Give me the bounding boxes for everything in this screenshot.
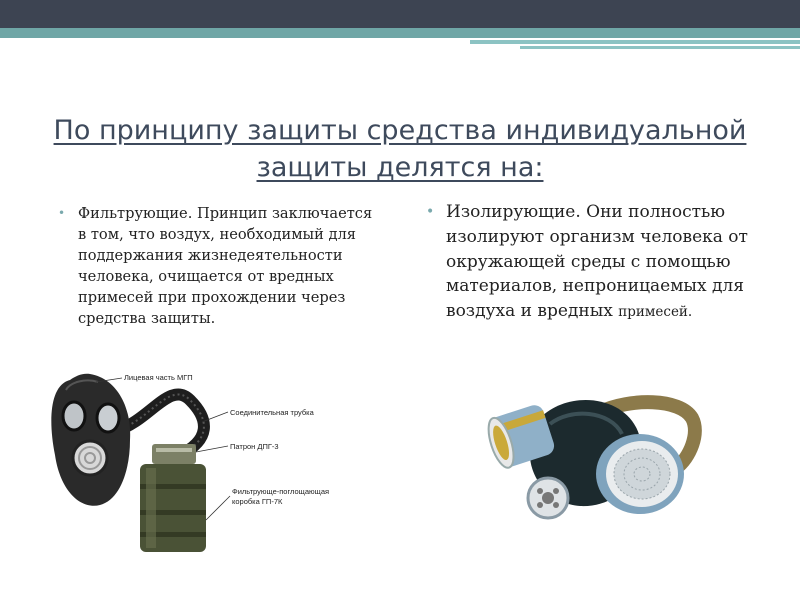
filter-box-highlight: [146, 468, 156, 548]
label-cartridge: Патрон ДПГ-3: [230, 442, 279, 451]
eyepiece-right-icon: [97, 404, 119, 432]
bullet-icon: •: [58, 206, 66, 220]
decor-stripe: [520, 46, 800, 49]
eyepiece-left-icon: [63, 402, 85, 430]
right-item-text: [446, 200, 756, 325]
cartridge-dots: [156, 448, 192, 452]
left-item-text: Фильтрующие. Принцип заключается в том, что воздух, необходимый для поддержания жизнедеятельности человека, очищается от вредных примесей при прохождении через средства защиты.: [78, 205, 373, 327]
exhale-valve-center: [542, 492, 554, 504]
decor-stripe: [470, 40, 800, 44]
label-box-line2: коробка ГП-7К: [232, 497, 283, 506]
header-bar-teal: [0, 28, 800, 38]
exhale-valve-hole: [537, 502, 543, 508]
right-item-main: Изолирующие. Они полностью изолируют организм человека от окружающей среды с помощью материалов, непроницаемых для воздуха и вредных: [446, 202, 748, 322]
label-tube: Соединительная трубка: [230, 408, 314, 417]
right-bullet-item: [426, 200, 756, 325]
gas-mask-diagram: [40, 360, 370, 560]
left-bullet-item: [58, 203, 378, 329]
respirator-illustration: [480, 378, 710, 528]
exhale-valve-hole: [553, 502, 559, 508]
leader-line: [206, 496, 230, 520]
bullet-icon: •: [426, 204, 435, 220]
label-box-line1: Фильтрующе-поглощающая: [232, 487, 330, 496]
right-item-tail: примесей.: [618, 304, 693, 321]
header-bar-dark: [0, 0, 800, 28]
cartridge-icon: [152, 444, 196, 464]
exhale-valve-hole: [553, 488, 559, 494]
slide-title: По принципу защиты средства индивидуальной защиты делятся на:: [53, 115, 747, 183]
exhale-valve-hole: [537, 488, 543, 494]
label-face: Лицевая часть МГП: [124, 373, 193, 382]
right-filter-icon: [596, 434, 684, 514]
